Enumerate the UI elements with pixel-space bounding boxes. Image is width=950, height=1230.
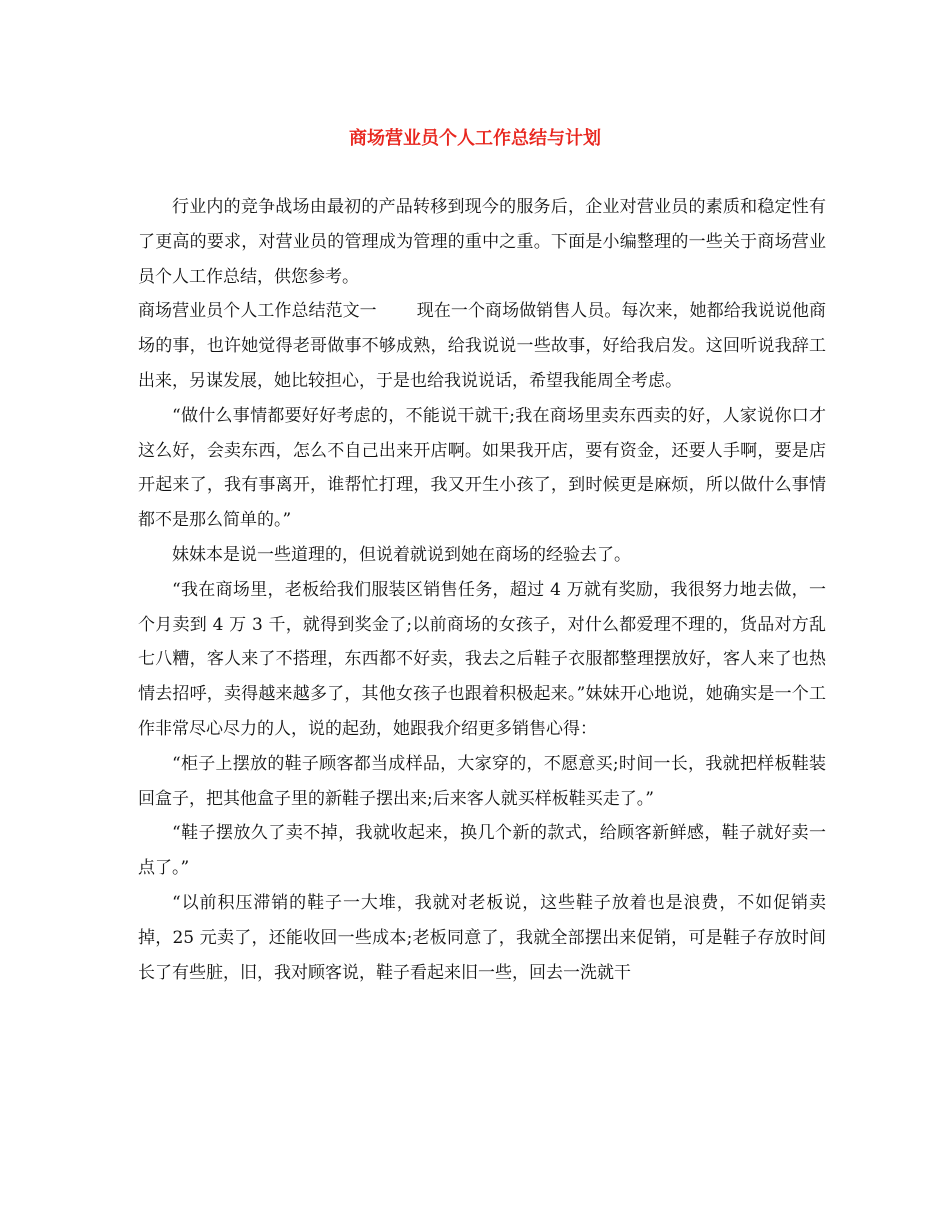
document-body bbox=[138, 190, 826, 990]
paragraph-7: “鞋子摆放久了卖不掉，我就收起来，换几个新的款式，给顾客新鲜感，鞋子就好卖一点了。” bbox=[138, 823, 826, 879]
paragraph-1: 行业内的竞争战场由最初的产品转移到现今的服务后，企业对营业员的素质和稳定性有了更高的要求，对营业员的管理成为管理的重中之重。下面是小编整理的一些关于商场营业员个人工作总结，供您参考。 bbox=[138, 197, 826, 287]
section-heading: 商场营业员个人工作总结范文一 bbox=[138, 301, 377, 322]
document-title: 商场营业员个人工作总结与计划 bbox=[349, 128, 601, 149]
paragraph-6: “柜子上摆放的鞋子顾客都当成样品，大家穿的，不愿意买;时间一长，我就把样板鞋装回盒子，把其他盒子里的新鞋子摆出来;后来客人就买样板鞋买走了。” bbox=[138, 753, 826, 809]
paragraph-2 bbox=[138, 294, 826, 398]
paragraph-2-text: 现在一个商场做销售人员。每次来，她都给我说说他商场的事，也许她觉得老哥做事不够成熟，给我说说一些故事，好给我启发。这回听说我辞工出来，另谋发展，她比较担心，于是也给我说说话，希望我能周全考虑。 bbox=[138, 301, 827, 391]
paragraph-5: “我在商场里，老板给我们服装区销售任务，超过 4 万就有奖励，我很努力地去做，一个月卖到 4 万 3 千，就得到奖金了;以前商场的女孩子，对什么都爱理不理的，货品对方乱七八糟，客人来了不搭理，东西都不好卖，我去之后鞋子衣服都整理摆放好，客人来了也热情去招呼，卖得越来越多了，其他女孩子也跟着积极起来。”妹妹开心地说，她确实是一个工作非常尽心尽力的人，说的起劲，她跟我介绍更多销售心得： bbox=[138, 579, 826, 739]
paragraph-3: “做什么事情都要好好考虑的，不能说干就干;我在商场里卖东西卖的好，人家说你口才这么好，会卖东西，怎么不自己出来开店啊。如果我开店，要有资金，还要人手啊，要是店开起来了，我有事离开，谁帮忙打理，我又开生小孩了，到时候更是麻烦，所以做什么事情都不是那么简单的。” bbox=[138, 405, 826, 531]
paragraph-4: 妹妹本是说一些道理的，但说着就说到她在商场的经验去了。 bbox=[172, 544, 631, 565]
paragraph-8: “以前积压滞销的鞋子一大堆，我就对老板说，这些鞋子放着也是浪费，不如促销卖掉，25 元卖了，还能收回一些成本;老板同意了，我就全部摆出来促销，可是鞋子存放时间长了有些脏，旧，我对顾客说，鞋子看起来旧一些，回去一洗就干 bbox=[138, 892, 826, 983]
